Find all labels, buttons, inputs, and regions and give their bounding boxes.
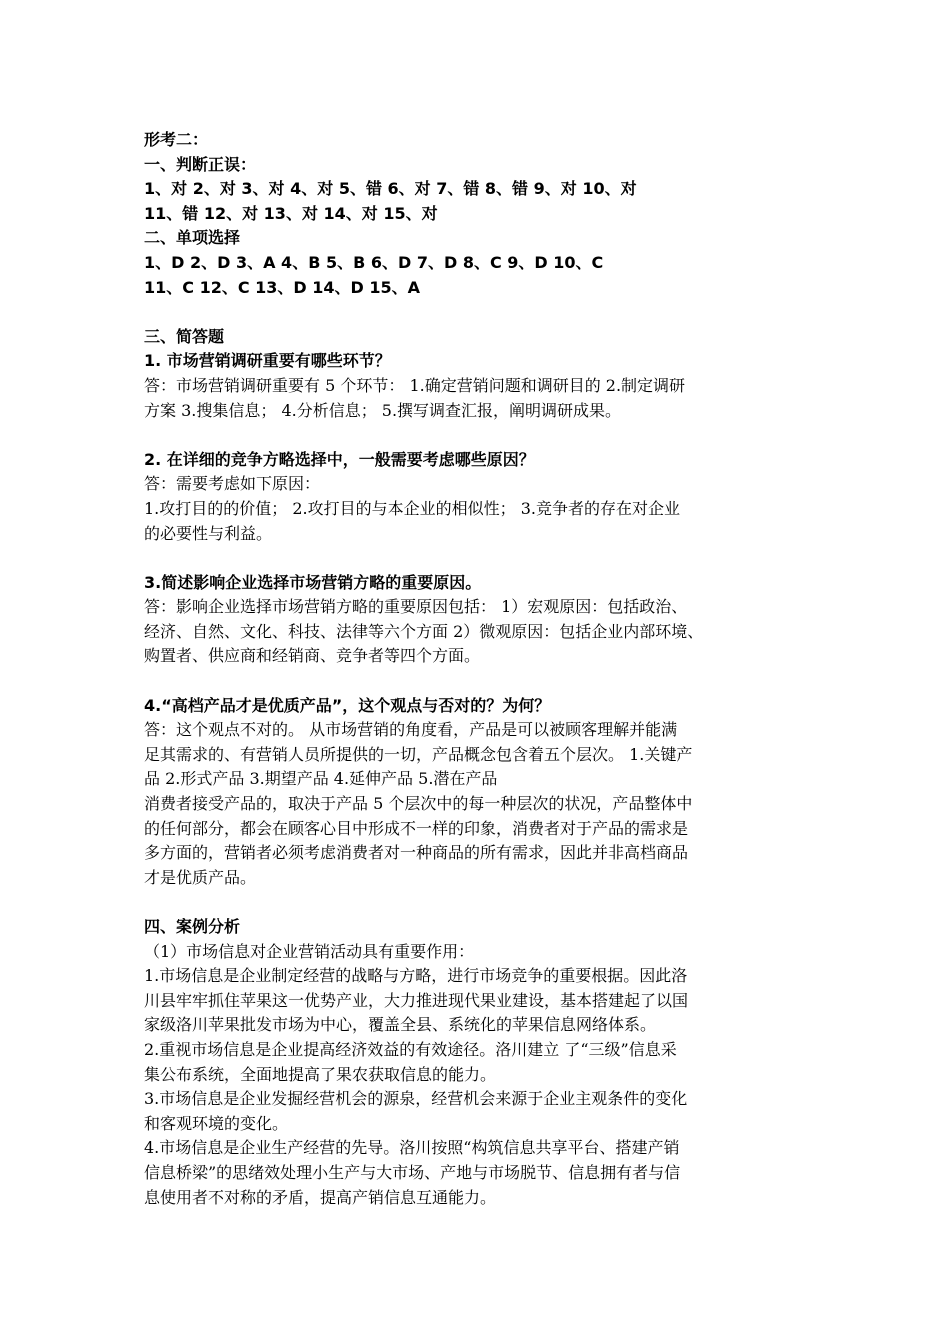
answer-1-line-1: 答：市场营销调研重要有 5 个环节： 1.确定营销问题和调研目的 2.制定调研 xyxy=(144,375,686,395)
spacer xyxy=(144,669,824,694)
question-1: 1. 市场营销调研重要有哪些环节？ xyxy=(144,351,391,371)
answer-2-line-2: 1.攻打目的的价值； 2.攻打目的与本企业的相似性； 3.竞争者的存在对企业 xyxy=(144,498,680,518)
answer-2-line-3: 的必要性与利益。 xyxy=(144,523,273,543)
spacer xyxy=(144,546,824,571)
case-line-3: 川县牢牢抓住苹果这一优势产业，大力推进现代果业建设，基本搭建起了以国 xyxy=(144,990,689,1010)
case-line-1: （1）市场信息对企业营销活动具有重要作用： xyxy=(144,941,475,961)
case-line-8: 和客观环境的变化。 xyxy=(144,1113,289,1133)
question-4: 4.“高档产品才是优质产品”，这个观点与否对的？为何？ xyxy=(144,695,551,715)
section-choice-heading: 二、单项选择 xyxy=(144,228,241,248)
answer-3-line-1: 答：影响企业选择市场营销方略的重要原因包括： 1）宏观原因：包括政治、 xyxy=(144,597,688,617)
choice-answers-line-1: 1、D 2、D 3、A 4、B 5、B 6、D 7、D 8、C 9、D 10、C xyxy=(144,252,604,272)
document-title: 形考二： xyxy=(144,130,209,149)
case-line-5: 2.重视市场信息是企业提高经济效益的有效途径。洛川建立 了“三级”信息采 xyxy=(144,1039,677,1059)
answer-4-line-2: 足其需求的、有营销人员所提供的一切，产品概念包含着五个层次。 1.关键产 xyxy=(144,744,693,764)
answer-4-line-6: 多方面的，营销者必须考虑消费者对一种商品的所有需求，因此并非高档商品 xyxy=(144,843,689,863)
judgment-answers-line-2: 11、错 12、对 13、对 14、对 15、对 xyxy=(144,203,438,223)
case-line-9: 4.市场信息是企业生产经营的先导。洛川按照“构筑信息共享平台、搭建产销 xyxy=(144,1138,680,1158)
spacer xyxy=(144,890,824,915)
case-line-2: 1.市场信息是企业制定经营的战略与方略，进行市场竞争的重要根据。因此洛 xyxy=(144,966,688,986)
spacer xyxy=(144,423,824,448)
section-case-analysis-heading: 四、案例分析 xyxy=(144,917,241,936)
case-line-11: 息使用者不对称的矛盾，提高产销信息互通能力。 xyxy=(144,1187,497,1207)
answer-4-line-3: 品 2.形式产品 3.期望产品 4.延伸产品 5.潜在产品 xyxy=(144,769,498,789)
spacer xyxy=(144,300,824,325)
document-page xyxy=(144,128,824,1210)
case-line-6: 集公布系统，全面地提高了果农获取信息的能力。 xyxy=(144,1064,497,1084)
case-line-4: 家级洛川苹果批发市场为中心，覆盖全县、系统化的苹果信息网络体系。 xyxy=(144,1015,657,1035)
case-line-7: 3.市场信息是企业发掘经营机会的源泉，经营机会来源于企业主观条件的变化 xyxy=(144,1089,688,1109)
answer-4-line-5: 的任何部分，都会在顾客心目中形成不一样的印象，消费者对于产品的需求是 xyxy=(144,818,689,838)
answer-3-line-3: 购置者、供应商和经销商、竞争者等四个方面。 xyxy=(144,646,481,666)
question-3: 3.简述影响企业选择市场营销方略的重要原因。 xyxy=(144,572,482,592)
answer-2-line-1: 答：需要考虑如下原因： xyxy=(144,474,321,494)
question-2: 2. 在详细的竞争方略选择中，一般需要考虑哪些原因？ xyxy=(144,449,535,469)
judgment-answers-line-1: 1、对 2、对 3、对 4、对 5、错 6、对 7、错 8、错 9、对 10、对 xyxy=(144,179,637,199)
answer-4-line-4: 消费者接受产品的，取决于产品 5 个层次中的每一种层次的状况，产品整体中 xyxy=(144,794,693,814)
case-line-10: 信息桥梁”的思绪效处理小生产与大市场、产地与市场脱节、信息拥有者与信 xyxy=(144,1162,681,1182)
choice-answers-line-2: 11、C 12、C 13、D 14、D 15、A xyxy=(144,277,421,297)
answer-1-line-2: 方案 3.搜集信息； 4.分析信息； 5.撰写调查汇报，阐明调研成果。 xyxy=(144,400,622,420)
section-short-answer-heading: 三、简答题 xyxy=(144,326,225,346)
section-judgment-heading: 一、判断正误： xyxy=(144,154,257,174)
answer-4-line-7: 才是优质产品。 xyxy=(144,867,257,887)
answer-3-line-2: 经济、自然、文化、科技、法律等六个方面 2）微观原因：包括企业内部环境、 xyxy=(144,621,704,641)
answer-4-line-1: 答：这个观点不对的。 从市场营销的角度看，产品是可以被顾客理解并能满 xyxy=(144,720,678,740)
